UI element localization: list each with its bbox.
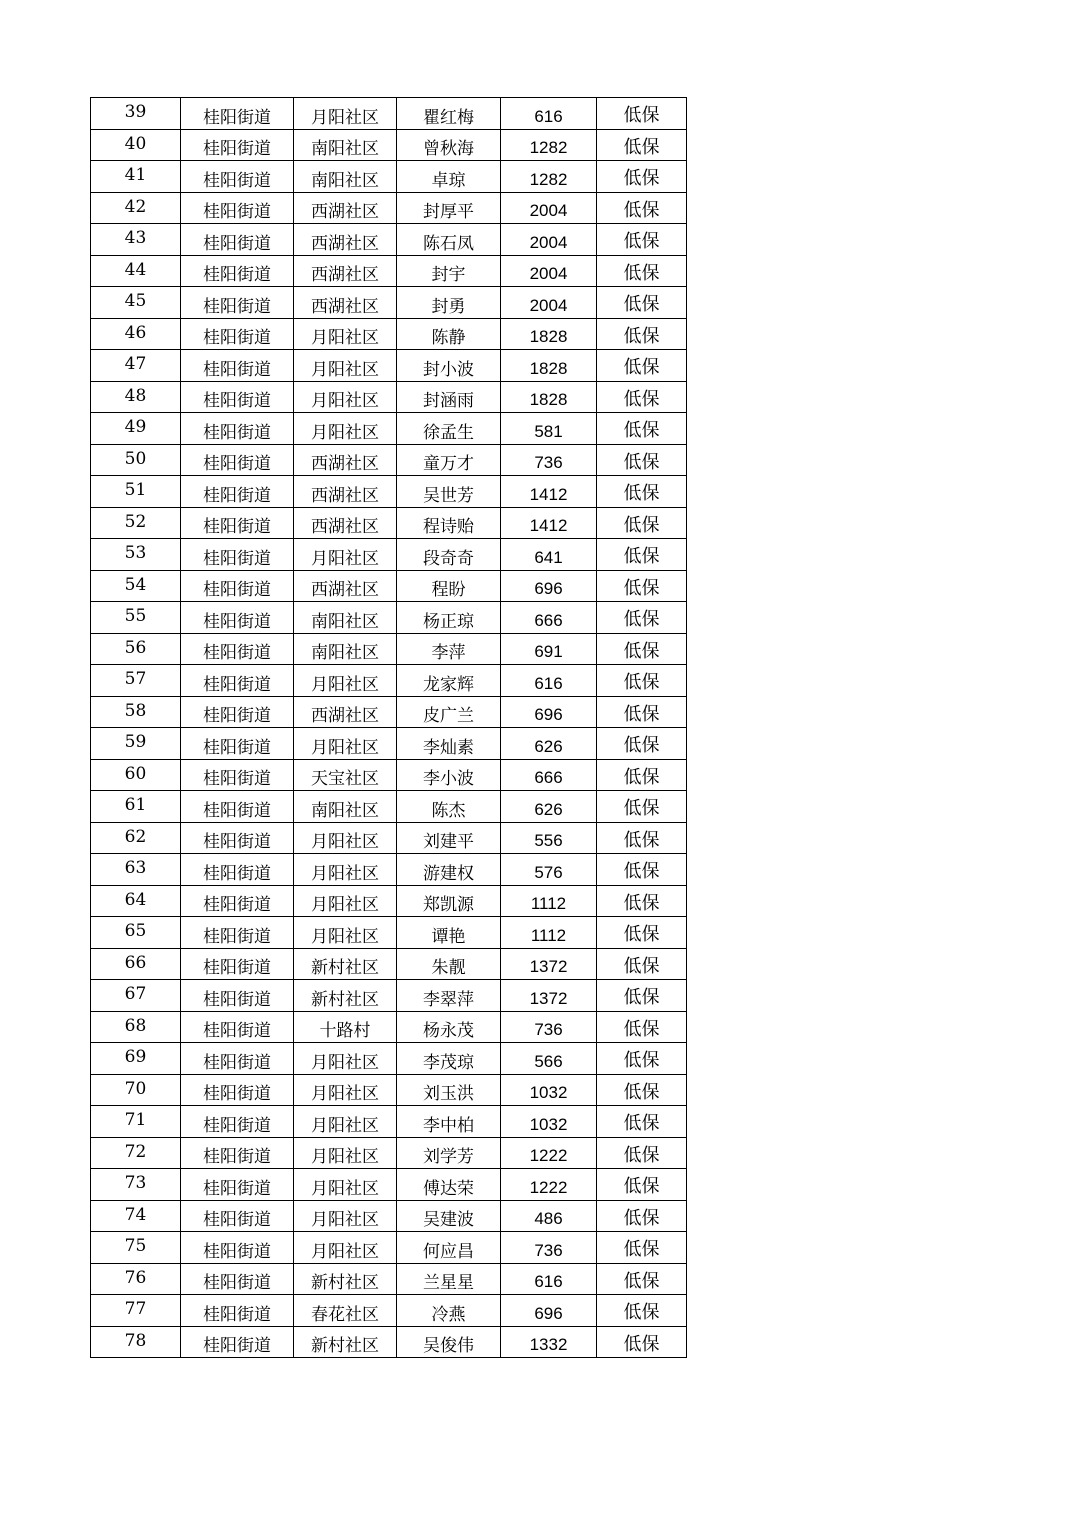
- amount-cell: 736: [501, 1011, 597, 1043]
- name-cell: 李灿素: [397, 728, 501, 760]
- community-cell: 月阳社区: [294, 1043, 397, 1075]
- street-cell: 桂阳街道: [181, 633, 294, 665]
- assistance-type-cell: 低保: [597, 1137, 687, 1169]
- table-row: [91, 413, 687, 445]
- community-cell: 西湖社区: [294, 696, 397, 728]
- assistance-type-cell: 低保: [597, 539, 687, 571]
- name-cell: 封宇: [397, 255, 501, 287]
- amount-cell: 2004: [501, 224, 597, 256]
- row-number-cell: 44: [91, 255, 181, 287]
- assistance-type-cell: 低保: [597, 885, 687, 917]
- assistance-type-cell: 低保: [597, 161, 687, 193]
- community-cell: 西湖社区: [294, 255, 397, 287]
- table-row: [91, 318, 687, 350]
- assistance-type-cell: 低保: [597, 444, 687, 476]
- name-cell: 傅达荣: [397, 1169, 501, 1201]
- amount-cell: 641: [501, 539, 597, 571]
- table-row: [91, 161, 687, 193]
- street-cell: 桂阳街道: [181, 602, 294, 634]
- community-cell: 月阳社区: [294, 665, 397, 697]
- amount-cell: 566: [501, 1043, 597, 1075]
- street-cell: 桂阳街道: [181, 759, 294, 791]
- street-cell: 桂阳街道: [181, 665, 294, 697]
- name-cell: 封小波: [397, 350, 501, 382]
- amount-cell: 691: [501, 633, 597, 665]
- table-row: [91, 602, 687, 634]
- street-cell: 桂阳街道: [181, 1200, 294, 1232]
- row-number-cell: 49: [91, 413, 181, 445]
- name-cell: 皮广兰: [397, 696, 501, 728]
- assistance-type-cell: 低保: [597, 1295, 687, 1327]
- assistance-type-cell: 低保: [597, 602, 687, 634]
- row-number-cell: 56: [91, 633, 181, 665]
- table-row: [91, 350, 687, 382]
- name-cell: 吴建波: [397, 1200, 501, 1232]
- name-cell: 朱靓: [397, 948, 501, 980]
- table-row: [91, 1200, 687, 1232]
- street-cell: 桂阳街道: [181, 1011, 294, 1043]
- amount-cell: 1372: [501, 948, 597, 980]
- row-number-cell: 41: [91, 161, 181, 193]
- table-row: [91, 444, 687, 476]
- name-cell: 何应昌: [397, 1232, 501, 1264]
- assistance-type-cell: 低保: [597, 350, 687, 382]
- row-number-cell: 66: [91, 948, 181, 980]
- amount-cell: 1222: [501, 1137, 597, 1169]
- community-cell: 新村社区: [294, 1326, 397, 1358]
- assistance-type-cell: 低保: [597, 1326, 687, 1358]
- community-cell: 月阳社区: [294, 1137, 397, 1169]
- name-cell: 封涵雨: [397, 381, 501, 413]
- community-cell: 新村社区: [294, 948, 397, 980]
- assistance-type-cell: 低保: [597, 381, 687, 413]
- street-cell: 桂阳街道: [181, 1106, 294, 1138]
- community-cell: 西湖社区: [294, 192, 397, 224]
- name-cell: 刘玉洪: [397, 1074, 501, 1106]
- amount-cell: 626: [501, 728, 597, 760]
- street-cell: 桂阳街道: [181, 255, 294, 287]
- amount-cell: 1412: [501, 507, 597, 539]
- community-cell: 西湖社区: [294, 224, 397, 256]
- assistance-type-cell: 低保: [597, 759, 687, 791]
- amount-cell: 1112: [501, 885, 597, 917]
- community-cell: 月阳社区: [294, 885, 397, 917]
- assistance-type-cell: 低保: [597, 728, 687, 760]
- row-number-cell: 71: [91, 1106, 181, 1138]
- community-cell: 月阳社区: [294, 1200, 397, 1232]
- community-cell: 十路村: [294, 1011, 397, 1043]
- street-cell: 桂阳街道: [181, 224, 294, 256]
- street-cell: 桂阳街道: [181, 381, 294, 413]
- name-cell: 杨永茂: [397, 1011, 501, 1043]
- street-cell: 桂阳街道: [181, 1043, 294, 1075]
- name-cell: 段奇奇: [397, 539, 501, 571]
- community-cell: 南阳社区: [294, 791, 397, 823]
- row-number-cell: 70: [91, 1074, 181, 1106]
- amount-cell: 616: [501, 98, 597, 130]
- table-row: [91, 1043, 687, 1075]
- assistance-type-cell: 低保: [597, 980, 687, 1012]
- row-number-cell: 78: [91, 1326, 181, 1358]
- assistance-type-cell: 低保: [597, 822, 687, 854]
- amount-cell: 1282: [501, 129, 597, 161]
- table-row: [91, 696, 687, 728]
- amount-cell: 1282: [501, 161, 597, 193]
- street-cell: 桂阳街道: [181, 696, 294, 728]
- community-cell: 西湖社区: [294, 287, 397, 319]
- assistance-table: [90, 97, 687, 1358]
- table-row: [91, 791, 687, 823]
- street-cell: 桂阳街道: [181, 917, 294, 949]
- amount-cell: 1032: [501, 1074, 597, 1106]
- assistance-type-cell: 低保: [597, 948, 687, 980]
- assistance-type-cell: 低保: [597, 224, 687, 256]
- community-cell: 南阳社区: [294, 633, 397, 665]
- table-body: [91, 98, 687, 1358]
- community-cell: 月阳社区: [294, 1232, 397, 1264]
- table-row: [91, 854, 687, 886]
- community-cell: 春花社区: [294, 1295, 397, 1327]
- assistance-type-cell: 低保: [597, 665, 687, 697]
- community-cell: 月阳社区: [294, 539, 397, 571]
- row-number-cell: 52: [91, 507, 181, 539]
- community-cell: 西湖社区: [294, 444, 397, 476]
- row-number-cell: 76: [91, 1263, 181, 1295]
- street-cell: 桂阳街道: [181, 1074, 294, 1106]
- assistance-type-cell: 低保: [597, 1169, 687, 1201]
- assistance-type-cell: 低保: [597, 1263, 687, 1295]
- street-cell: 桂阳街道: [181, 1232, 294, 1264]
- amount-cell: 1828: [501, 318, 597, 350]
- table-row: [91, 1295, 687, 1327]
- row-number-cell: 69: [91, 1043, 181, 1075]
- street-cell: 桂阳街道: [181, 350, 294, 382]
- name-cell: 陈静: [397, 318, 501, 350]
- table-row: [91, 129, 687, 161]
- name-cell: 李中柏: [397, 1106, 501, 1138]
- row-number-cell: 60: [91, 759, 181, 791]
- table-row: [91, 287, 687, 319]
- street-cell: 桂阳街道: [181, 1295, 294, 1327]
- name-cell: 李小波: [397, 759, 501, 791]
- name-cell: 刘学芳: [397, 1137, 501, 1169]
- assistance-type-cell: 低保: [597, 255, 687, 287]
- assistance-type-cell: 低保: [597, 570, 687, 602]
- assistance-type-cell: 低保: [597, 507, 687, 539]
- row-number-cell: 40: [91, 129, 181, 161]
- assistance-type-cell: 低保: [597, 1043, 687, 1075]
- row-number-cell: 73: [91, 1169, 181, 1201]
- assistance-type-cell: 低保: [597, 413, 687, 445]
- table-row: [91, 822, 687, 854]
- assistance-type-cell: 低保: [597, 917, 687, 949]
- community-cell: 西湖社区: [294, 476, 397, 508]
- name-cell: 谭艳: [397, 917, 501, 949]
- amount-cell: 581: [501, 413, 597, 445]
- name-cell: 游建权: [397, 854, 501, 886]
- row-number-cell: 48: [91, 381, 181, 413]
- name-cell: 龙家辉: [397, 665, 501, 697]
- row-number-cell: 53: [91, 539, 181, 571]
- name-cell: 李茂琼: [397, 1043, 501, 1075]
- community-cell: 月阳社区: [294, 413, 397, 445]
- amount-cell: 486: [501, 1200, 597, 1232]
- assistance-type-cell: 低保: [597, 1200, 687, 1232]
- name-cell: 程诗贻: [397, 507, 501, 539]
- amount-cell: 616: [501, 665, 597, 697]
- community-cell: 月阳社区: [294, 1074, 397, 1106]
- row-number-cell: 64: [91, 885, 181, 917]
- name-cell: 吴俊伟: [397, 1326, 501, 1358]
- row-number-cell: 68: [91, 1011, 181, 1043]
- row-number-cell: 67: [91, 980, 181, 1012]
- amount-cell: 666: [501, 602, 597, 634]
- name-cell: 兰星星: [397, 1263, 501, 1295]
- community-cell: 月阳社区: [294, 381, 397, 413]
- table-row: [91, 1232, 687, 1264]
- community-cell: 新村社区: [294, 1263, 397, 1295]
- assistance-type-cell: 低保: [597, 633, 687, 665]
- street-cell: 桂阳街道: [181, 980, 294, 1012]
- name-cell: 童万才: [397, 444, 501, 476]
- street-cell: 桂阳街道: [181, 1326, 294, 1358]
- table-row: [91, 476, 687, 508]
- community-cell: 月阳社区: [294, 350, 397, 382]
- street-cell: 桂阳街道: [181, 98, 294, 130]
- row-number-cell: 75: [91, 1232, 181, 1264]
- street-cell: 桂阳街道: [181, 822, 294, 854]
- street-cell: 桂阳街道: [181, 129, 294, 161]
- table-row: [91, 980, 687, 1012]
- community-cell: 西湖社区: [294, 507, 397, 539]
- assistance-type-cell: 低保: [597, 696, 687, 728]
- table-row: [91, 98, 687, 130]
- name-cell: 陈杰: [397, 791, 501, 823]
- row-number-cell: 47: [91, 350, 181, 382]
- amount-cell: 736: [501, 444, 597, 476]
- name-cell: 刘建平: [397, 822, 501, 854]
- row-number-cell: 45: [91, 287, 181, 319]
- name-cell: 吴世芳: [397, 476, 501, 508]
- street-cell: 桂阳街道: [181, 791, 294, 823]
- street-cell: 桂阳街道: [181, 476, 294, 508]
- table-row: [91, 1074, 687, 1106]
- row-number-cell: 57: [91, 665, 181, 697]
- table-row: [91, 1011, 687, 1043]
- amount-cell: 736: [501, 1232, 597, 1264]
- street-cell: 桂阳街道: [181, 1169, 294, 1201]
- table-row: [91, 665, 687, 697]
- row-number-cell: 46: [91, 318, 181, 350]
- name-cell: 李翠萍: [397, 980, 501, 1012]
- table-row: [91, 539, 687, 571]
- street-cell: 桂阳街道: [181, 161, 294, 193]
- row-number-cell: 50: [91, 444, 181, 476]
- name-cell: 封勇: [397, 287, 501, 319]
- table-row: [91, 633, 687, 665]
- amount-cell: 556: [501, 822, 597, 854]
- table-row: [91, 1169, 687, 1201]
- assistance-type-cell: 低保: [597, 1232, 687, 1264]
- assistance-type-cell: 低保: [597, 791, 687, 823]
- street-cell: 桂阳街道: [181, 1137, 294, 1169]
- amount-cell: 576: [501, 854, 597, 886]
- row-number-cell: 72: [91, 1137, 181, 1169]
- amount-cell: 1828: [501, 350, 597, 382]
- community-cell: 南阳社区: [294, 129, 397, 161]
- table-row: [91, 917, 687, 949]
- street-cell: 桂阳街道: [181, 728, 294, 760]
- row-number-cell: 77: [91, 1295, 181, 1327]
- row-number-cell: 62: [91, 822, 181, 854]
- name-cell: 徐孟生: [397, 413, 501, 445]
- row-number-cell: 51: [91, 476, 181, 508]
- community-cell: 月阳社区: [294, 1169, 397, 1201]
- street-cell: 桂阳街道: [181, 948, 294, 980]
- amount-cell: 1112: [501, 917, 597, 949]
- amount-cell: 1412: [501, 476, 597, 508]
- name-cell: 瞿红梅: [397, 98, 501, 130]
- table-row: [91, 192, 687, 224]
- name-cell: 冷燕: [397, 1295, 501, 1327]
- table-row: [91, 255, 687, 287]
- name-cell: 封厚平: [397, 192, 501, 224]
- community-cell: 月阳社区: [294, 854, 397, 886]
- amount-cell: 696: [501, 1295, 597, 1327]
- amount-cell: 1372: [501, 980, 597, 1012]
- name-cell: 郑凯源: [397, 885, 501, 917]
- table-row: [91, 381, 687, 413]
- table-row: [91, 1263, 687, 1295]
- amount-cell: 626: [501, 791, 597, 823]
- street-cell: 桂阳街道: [181, 192, 294, 224]
- community-cell: 月阳社区: [294, 1106, 397, 1138]
- street-cell: 桂阳街道: [181, 1263, 294, 1295]
- assistance-type-cell: 低保: [597, 1106, 687, 1138]
- street-cell: 桂阳街道: [181, 885, 294, 917]
- assistance-type-cell: 低保: [597, 1011, 687, 1043]
- street-cell: 桂阳街道: [181, 413, 294, 445]
- community-cell: 月阳社区: [294, 728, 397, 760]
- table-row: [91, 948, 687, 980]
- community-cell: 西湖社区: [294, 570, 397, 602]
- amount-cell: 696: [501, 696, 597, 728]
- row-number-cell: 42: [91, 192, 181, 224]
- table-row: [91, 759, 687, 791]
- street-cell: 桂阳街道: [181, 539, 294, 571]
- row-number-cell: 39: [91, 98, 181, 130]
- street-cell: 桂阳街道: [181, 507, 294, 539]
- assistance-type-cell: 低保: [597, 192, 687, 224]
- community-cell: 新村社区: [294, 980, 397, 1012]
- amount-cell: 2004: [501, 287, 597, 319]
- amount-cell: 1032: [501, 1106, 597, 1138]
- street-cell: 桂阳街道: [181, 570, 294, 602]
- amount-cell: 1222: [501, 1169, 597, 1201]
- assistance-type-cell: 低保: [597, 287, 687, 319]
- row-number-cell: 61: [91, 791, 181, 823]
- street-cell: 桂阳街道: [181, 854, 294, 886]
- table-row: [91, 1326, 687, 1358]
- amount-cell: 2004: [501, 255, 597, 287]
- name-cell: 陈石凤: [397, 224, 501, 256]
- table-row: [91, 728, 687, 760]
- community-cell: 月阳社区: [294, 917, 397, 949]
- row-number-cell: 63: [91, 854, 181, 886]
- amount-cell: 666: [501, 759, 597, 791]
- assistance-type-cell: 低保: [597, 854, 687, 886]
- amount-cell: 2004: [501, 192, 597, 224]
- row-number-cell: 65: [91, 917, 181, 949]
- assistance-type-cell: 低保: [597, 129, 687, 161]
- street-cell: 桂阳街道: [181, 318, 294, 350]
- assistance-type-cell: 低保: [597, 1074, 687, 1106]
- table-row: [91, 570, 687, 602]
- amount-cell: 1828: [501, 381, 597, 413]
- row-number-cell: 74: [91, 1200, 181, 1232]
- name-cell: 曾秋海: [397, 129, 501, 161]
- street-cell: 桂阳街道: [181, 287, 294, 319]
- table-row: [91, 885, 687, 917]
- table-row: [91, 1106, 687, 1138]
- table-row: [91, 224, 687, 256]
- community-cell: 月阳社区: [294, 98, 397, 130]
- amount-cell: 696: [501, 570, 597, 602]
- row-number-cell: 59: [91, 728, 181, 760]
- table-row: [91, 1137, 687, 1169]
- name-cell: 李萍: [397, 633, 501, 665]
- amount-cell: 1332: [501, 1326, 597, 1358]
- community-cell: 南阳社区: [294, 602, 397, 634]
- row-number-cell: 54: [91, 570, 181, 602]
- street-cell: 桂阳街道: [181, 444, 294, 476]
- community-cell: 月阳社区: [294, 318, 397, 350]
- assistance-type-cell: 低保: [597, 98, 687, 130]
- community-cell: 天宝社区: [294, 759, 397, 791]
- name-cell: 程盼: [397, 570, 501, 602]
- amount-cell: 616: [501, 1263, 597, 1295]
- name-cell: 杨正琼: [397, 602, 501, 634]
- assistance-type-cell: 低保: [597, 318, 687, 350]
- community-cell: 南阳社区: [294, 161, 397, 193]
- community-cell: 月阳社区: [294, 822, 397, 854]
- row-number-cell: 43: [91, 224, 181, 256]
- table-row: [91, 507, 687, 539]
- row-number-cell: 58: [91, 696, 181, 728]
- row-number-cell: 55: [91, 602, 181, 634]
- assistance-type-cell: 低保: [597, 476, 687, 508]
- name-cell: 卓琼: [397, 161, 501, 193]
